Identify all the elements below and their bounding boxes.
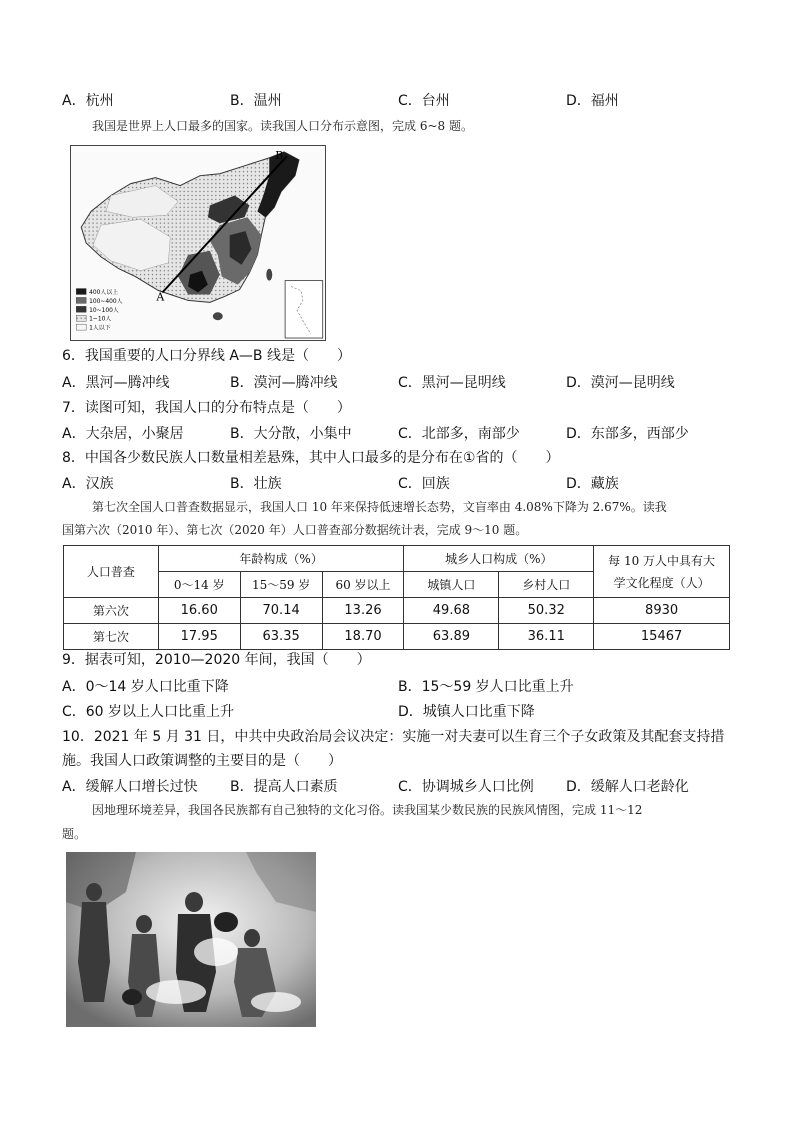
legend-label-2: 100~400人	[89, 297, 123, 305]
q8-stem: 8．中国各少数民族人口数量相差悬殊，其中人口最多的是分布在①省的（ ）	[62, 450, 560, 466]
intro-ethnic-line1: 因地理环境差异，我国各民族都有自己独特的文化习俗。读我国某少数民族的民族风情图，完成 11～12	[92, 803, 643, 817]
q10-option-d[interactable]: D．缓解人口老龄化	[566, 779, 689, 795]
q5-options	[62, 90, 742, 110]
table-cell: 49.68	[404, 598, 499, 624]
q9-options-row1	[62, 676, 742, 696]
q9-option-b[interactable]: B．15～59 岁人口比重上升	[398, 679, 574, 695]
table-header-row	[64, 546, 730, 572]
table-cell: 16.60	[158, 598, 240, 624]
q6-stem: 6．我国重要的人口分界线 A—B 线是（ ）	[62, 348, 351, 364]
q6-option-c[interactable]: C．黑河—昆明线	[398, 375, 506, 391]
q5-option-d[interactable]: D．福州	[566, 93, 619, 109]
q9-option-d[interactable]: D．城镇人口比重下降	[398, 704, 535, 720]
ethnic-festival-photo	[66, 852, 316, 1027]
q6-option-b[interactable]: B．漠河—腾冲线	[230, 375, 338, 391]
table-cell: 17.95	[158, 624, 240, 650]
legend-label-1: 400人以上	[89, 288, 119, 296]
q7-option-d[interactable]: D．东部多，西部少	[566, 426, 689, 442]
q10-options	[62, 776, 742, 796]
table-row	[64, 624, 730, 650]
table-row	[64, 598, 730, 624]
intro-census-line1: 第七次全国人口普查数据显示，我国人口 10 年来保持低速增长态势，文盲率由 4.08%下降为 2.67%。读我	[92, 500, 667, 514]
subheader-urban: 城镇人口	[404, 572, 499, 598]
q6-options	[62, 372, 742, 392]
q5-option-c[interactable]: C．台州	[398, 93, 450, 109]
subheader-age-60: 60 岁以上	[322, 572, 404, 598]
table-cell: 50.32	[499, 598, 594, 624]
intro-ethnic-line2: 题。	[62, 827, 87, 841]
q6-option-d[interactable]: D．漠河—昆明线	[566, 375, 675, 391]
q10-option-c[interactable]: C．协调城乡人口比例	[398, 779, 534, 795]
subheader-age-15-59: 15～59 岁	[240, 572, 322, 598]
q8-option-a[interactable]: A．汉族	[62, 476, 114, 492]
legend-label-3: 10~100人	[89, 306, 119, 314]
map-label-a: A	[156, 290, 165, 304]
q5-option-a[interactable]: A．杭州	[62, 93, 114, 109]
table-cell: 15467	[594, 624, 730, 650]
q7-option-b[interactable]: B．大分散，小集中	[230, 426, 352, 442]
header-education-line1: 每 10 万人中具有大	[608, 553, 716, 568]
q8-option-b[interactable]: B．壮族	[230, 476, 282, 492]
q8-options	[62, 473, 742, 493]
row-label: 第六次	[64, 598, 159, 624]
q10-stem-line1: 10．2021 年 5 月 31 日，中共中央政治局会议决定：实施一对夫妻可以生育三个子女政策及其配套支持措	[62, 729, 725, 745]
q9-stem: 9．据表可知，2010—2020 年间，我国（ ）	[62, 652, 371, 668]
q7-stem: 7．读图可知，我国人口的分布特点是（ ）	[62, 400, 351, 416]
intro-census-line2: 国第六次（2010 年）、第七次（2020 年）人口普查部分数据统计表，完成 9～10 题。	[62, 523, 528, 537]
table-cell: 18.70	[322, 624, 404, 650]
q7-option-a[interactable]: A．大杂居，小聚居	[62, 426, 184, 442]
q7-options	[62, 423, 742, 443]
q9-options-row2	[62, 701, 742, 721]
intro-population: 我国是世界上人口最多的国家。读我国人口分布示意图，完成 6~8 题。	[92, 119, 473, 133]
subheader-rural: 乡村人口	[499, 572, 594, 598]
header-urban-group: 城乡人口构成（%）	[404, 546, 594, 572]
q8-option-c[interactable]: C．回族	[398, 476, 450, 492]
q6-option-a[interactable]: A．黑河—腾冲线	[62, 375, 170, 391]
q7-option-c[interactable]: C．北部多，南部少	[398, 426, 520, 442]
table-cell: 8930	[594, 598, 730, 624]
table-cell: 63.89	[404, 624, 499, 650]
subheader-age-0-14: 0～14 岁	[158, 572, 240, 598]
table-cell: 63.35	[240, 624, 322, 650]
q10-option-b[interactable]: B．提高人口素质	[230, 779, 338, 795]
map-label-b: B	[275, 148, 284, 162]
header-education	[594, 546, 730, 598]
q9-option-c[interactable]: C．60 岁以上人口比重上升	[62, 704, 235, 720]
table-cell: 70.14	[240, 598, 322, 624]
header-age-group: 年龄构成（%）	[158, 546, 404, 572]
table-cell: 13.26	[322, 598, 404, 624]
table-cell: 36.11	[499, 624, 594, 650]
population-map	[70, 145, 326, 341]
header-census: 人口普查	[64, 546, 159, 598]
q10-option-a[interactable]: A．缓解人口增长过快	[62, 779, 198, 795]
header-education-line2: 学文化程度（人）	[613, 575, 710, 590]
legend-label-4: 1~10人	[89, 315, 112, 323]
q5-option-b[interactable]: B．温州	[230, 93, 282, 109]
census-table	[63, 545, 730, 650]
q8-option-d[interactable]: D．藏族	[566, 476, 619, 492]
q9-option-a[interactable]: A．0～14 岁人口比重下降	[62, 679, 229, 695]
q10-stem-line2: 施。我国人口政策调整的主要目的是（ ）	[62, 753, 342, 769]
south-china-sea-inset	[285, 281, 323, 338]
legend-label-5: 1人以下	[89, 324, 111, 332]
row-label: 第七次	[64, 624, 159, 650]
